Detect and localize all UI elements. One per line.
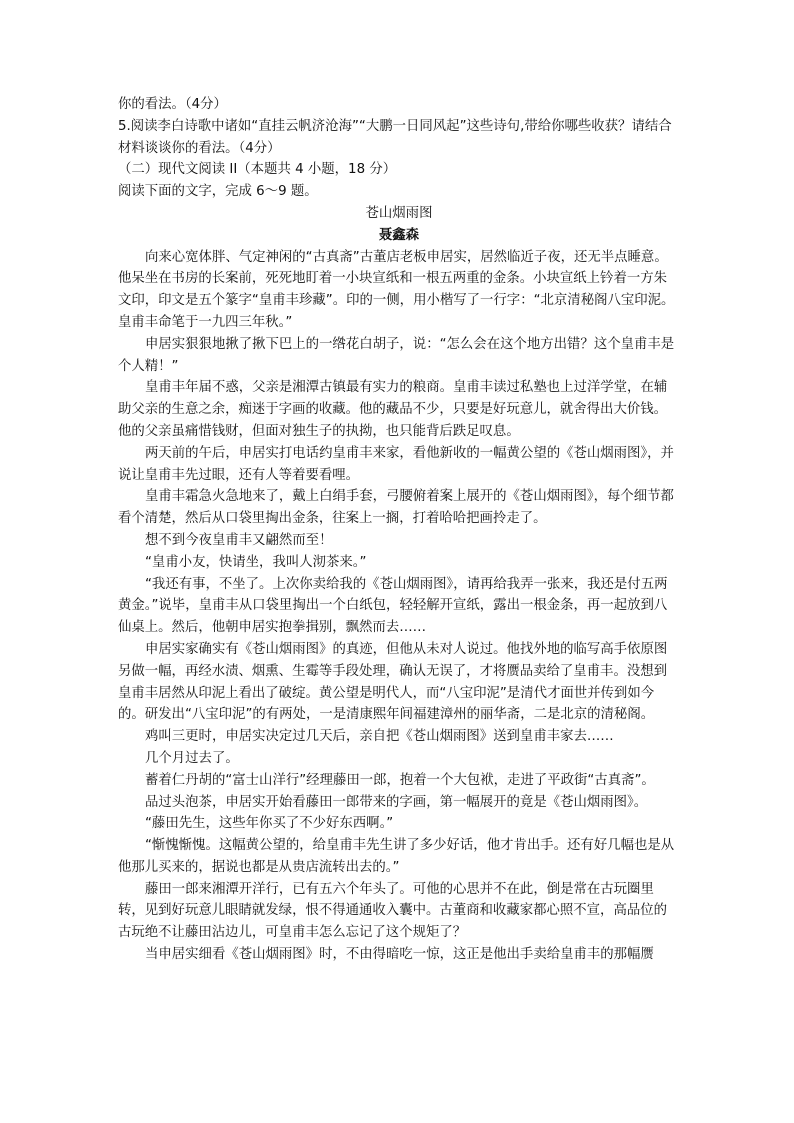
paragraph: “藤田先生，这些年你买了不少好东西啊。” <box>145 816 394 832</box>
paragraph: 两天前的午后，申居实打电话约皇甫丰来家，看他新收的一幅黄公望的《苍山烟雨图》，并说让皇甫丰先过眼，还有人等着要看哩。 <box>118 445 674 483</box>
paragraph: 皇甫丰年届不惑，父亲是湘潭古镇最有实力的粮商。皇甫丰读过私塾也上过洋学堂，在辅助父亲的生意之余，痴迷于字画的收藏。他的藏品不少，只要是好玩意儿，就舍得出大价钱。他的父亲虽痛惜钱财，但面对独生子的执拗，也只能背后跌足叹息。 <box>118 380 668 439</box>
paragraph: “我还有事，不坐了。上次你卖给我的《苍山烟雨图》，请再给我弄一张来，我还是付五两黄金。”说毕，皇甫丰从口袋里掏出一个白纸包，轻轻解开宣纸，露出一根金条，再一起放到八仙桌上。然后，他朝申居实抱拳揖别，飘然而去…… <box>118 576 668 636</box>
paragraph: “皇甫小友，快请坐，我叫人沏茶来。” <box>145 554 367 570</box>
paragraph: 鸡叫三更时，申居实决定过几天后，亲自把《苍山烟雨图》送到皇甫丰家去…… <box>145 729 614 745</box>
story-author: 聂鑫森 <box>378 227 420 243</box>
paragraph: 皇甫丰霜急火急地来了，戴上白绢手套，弓腰俯着案上展开的《苍山烟雨图》，每个细节都看个清楚，然后从口袋里掏出金条，往案上一搁，打着哈哈把画拎走了。 <box>118 489 674 527</box>
question-4-tail: 你的看法。（4分） <box>118 97 227 112</box>
paragraph: 当申居实细看《苍山烟雨图》时，不由得暗吃一惊，这正是他出手卖给皇甫丰的那幅赝 <box>145 947 654 963</box>
paragraph: 申居实狠狠地揪了揪下巴上的一绺花白胡子，说：“怎么会在这个地方出错？这个皇甫丰是个人精！” <box>118 336 675 374</box>
paragraph: 蓄着仁丹胡的“富士山洋行”经理藤田一郎，抱着一个大包袱，走进了平政街“古真斋”。 <box>145 772 655 788</box>
reading-instruction: 阅读下面的文字，完成 6～9 题。 <box>118 184 318 200</box>
paragraph: 藤田一郎来湘潭开洋行，已有五六个年头了。可他的心思并不在此，倒是常在古玩圈里转，见到好玩意儿眼睛就发绿，恨不得通通收入囊中。古董商和收藏家都心照不宣，高品位的古玩绝不让藤田沾边儿，可皇甫丰怎么忘记了这个规矩了？ <box>118 881 668 941</box>
document-page <box>118 94 680 966</box>
story-title: 苍山烟雨图 <box>365 205 433 221</box>
paragraph: 几个月过去了。 <box>145 750 239 766</box>
paragraph: 品过头泡茶，申居实开始看藤田一郎带来的字画，第一幅展开的竟是《苍山烟雨图》。 <box>145 794 648 810</box>
paragraph: 申居实家确实有《苍山烟雨图》的真迹，但他从未对人说过。他找外地的临写高手依原图另做一幅，再经水渍、烟熏、生霉等手段处理，确认无误了，才将赝品卖给了皇甫丰。没想到皇甫丰居然从印泥上看出了破绽。黄公望是明代人，而“八宝印泥”是清代才面世并传到如今的。研发出“八宝印泥”的有两处，一是清康熙年间福建漳州的丽华斋，二是北京的清秘阁。 <box>118 641 668 723</box>
question-5: 5.阅读李白诗歌中诸如“直挂云帆济沧海”“大鹏一日同风起”这些诗句,带给你哪些收获？请结合材料谈谈你的看法。（4分） <box>118 118 672 156</box>
paragraph: 想不到今夜皇甫丰又翩然而至！ <box>145 532 333 548</box>
section-heading: （二）现代文阅读 II（本题共 4 小题，18 分） <box>118 162 397 178</box>
paragraph: “惭愧惭愧。这幅黄公望的，给皇甫丰先生讲了多少好话，他才肯出手。还有好几幅也是从他那儿买来的，据说也都是从贵店流转出去的。” <box>118 838 675 875</box>
paragraph: 向来心宽体胖、气定神闲的“古真斋”古董店老板申居实，居然临近子夜，还无半点睡意。他呆坐在书房的长案前，死死地盯着一小块宣纸和一根五两重的金条。小块宣纸上钤着一方朱文印，印文是五个篆字“皇甫丰珍藏”。印的一侧，用小楷写了一行字：“北京清秘阁八宝印泥。皇甫丰命笔于一九四三年秋。” <box>118 249 675 330</box>
